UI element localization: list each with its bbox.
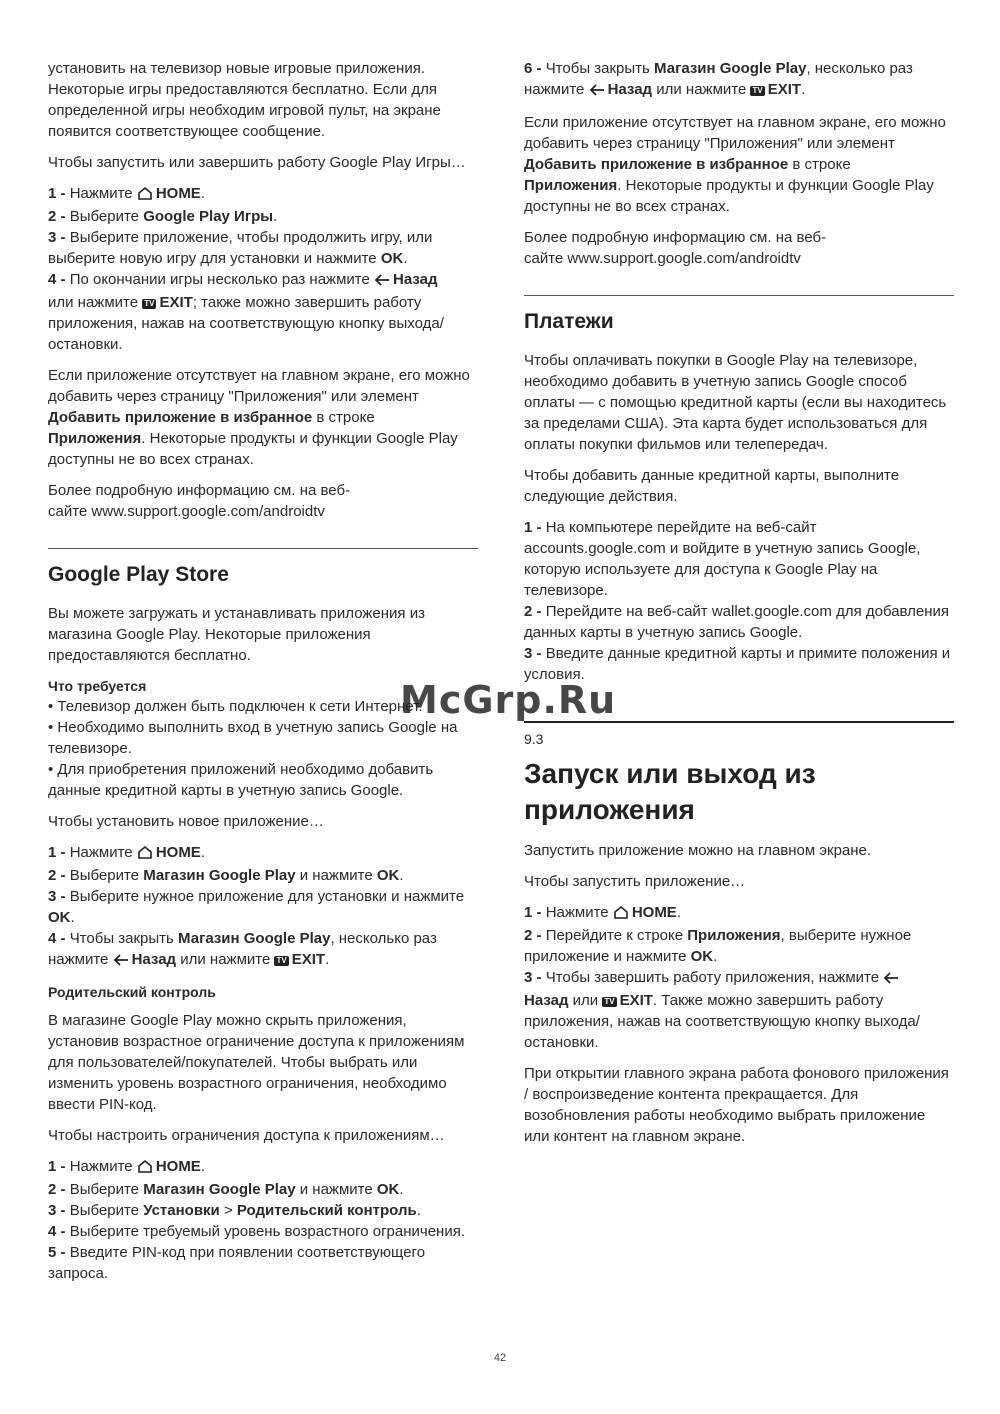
left-column <box>48 58 478 1294</box>
chapter-title: Запуск или выход из приложения <box>524 758 816 825</box>
back-arrow-icon <box>374 271 390 292</box>
tv-icon: TV <box>276 956 287 965</box>
section-number: 9.3 <box>524 731 544 747</box>
tv-icon: TV <box>604 997 615 1006</box>
more-info-paragraph: Более подробную информацию см. на веб-сайте www.support.google.com/androidtv <box>524 229 827 267</box>
launch-steps <box>524 902 954 1053</box>
watermark: McGrp.Ru <box>400 678 617 722</box>
home-icon <box>613 904 629 925</box>
step: 3 - Выберите нужное приложение для установки и нажмите OK. <box>48 888 465 926</box>
payments-steps <box>524 517 954 685</box>
step: 5 - Введите PIN-код при появлении соответствующего запроса. <box>48 1244 426 1282</box>
list-item: • Телевизор должен быть подключен к сети Интернет. <box>48 698 423 715</box>
section-divider <box>524 295 954 296</box>
close-store-step <box>524 58 954 102</box>
intro-paragraph: установить на телевизор новые игровые приложения. Некоторые игры предоставляются бесплатно. Если для определенной игры необходим игровой пульт, на экране появится соответствующее сообщение. <box>48 60 441 140</box>
step: 4 - Выберите требуемый уровень возрастного ограничения. <box>48 1223 466 1240</box>
step: 2 - Выберите Google Play Игры. <box>48 208 278 225</box>
payments-paragraph: Чтобы оплачивать покупки в Google Play на телевизоре, необходимо добавить в учетную запись Google способ оплаты — с помощью кредитной карты (если вы находитесь за пределами США). Эта карта будет использоваться для оплаты покупки фильмов или телепередач. <box>524 352 947 453</box>
step: 1 - Нажмите HOME. <box>524 902 954 925</box>
step: 1 - Нажмите HOME. <box>48 1156 478 1179</box>
back-arrow-icon <box>589 81 605 102</box>
back-arrow-icon <box>113 951 129 972</box>
page-number: 42 <box>493 1352 507 1364</box>
step: 2 - Перейдите к строке Приложения, выберите нужное приложение и нажмите OK. <box>524 927 912 965</box>
back-arrow-icon <box>883 969 899 990</box>
step: 2 - Перейдите на веб-сайт wallet.google.com для добавления данных карты в учетную запись Google. <box>524 603 950 641</box>
step: 3 - Введите данные кредитной карты и примите положения и условия. <box>524 645 951 683</box>
right-column <box>524 58 954 1157</box>
step: 6 - Чтобы закрыть Магазин Google Play, несколько раз нажмите Назад или нажмите TV EXIT. <box>524 58 954 102</box>
section-title-play-store: Google Play Store <box>48 563 229 586</box>
step: 3 - Выберите Установки > Родительский контроль. <box>48 1202 421 1219</box>
section-divider <box>48 548 478 549</box>
favorites-paragraph: Если приложение отсутствует на главном экране, его можно добавить через страницу "Приложения" или элемент Добавить приложение в избранное в строке Приложения. Некоторые продукты и функции Google Play доступны не во всех странах. <box>48 367 470 468</box>
parental-control-title: Родительский контроль <box>48 984 216 1000</box>
step: 3 - Выберите приложение, чтобы продолжить игру, или выберите новую игру для установки и нажмите OK. <box>48 229 433 267</box>
launch-steps-intro: Чтобы запустить приложение… <box>524 873 746 890</box>
home-icon <box>137 185 153 206</box>
list-item: • Необходимо выполнить вход в учетную запись Google на телевизоре. <box>48 719 458 757</box>
step: 3 - Чтобы завершить работу приложения, нажмите Назад или TV EXIT. Также можно завершить работу приложения, нажав на соответствующую кнопку выхода/остановки. <box>524 969 920 1051</box>
step: 2 - Выберите Магазин Google Play и нажмите OK. <box>48 1181 404 1198</box>
section-title-payments: Платежи <box>524 310 614 333</box>
payments-steps-intro: Чтобы добавить данные кредитной карты, выполните следующие действия. <box>524 467 900 505</box>
tv-icon: TV <box>752 86 763 95</box>
requirements-title: Что требуется <box>48 678 147 694</box>
step: 1 - Нажмите HOME. <box>48 183 478 206</box>
install-intro: Чтобы установить новое приложение… <box>48 813 324 830</box>
store-intro: Вы можете загружать и устанавливать приложения из магазина Google Play. Некоторые приложения предоставляются бесплатно. <box>48 605 425 664</box>
more-info-paragraph: Более подробную информацию см. на веб-сайте www.support.google.com/androidtv <box>48 482 351 520</box>
games-steps <box>48 183 478 355</box>
install-steps <box>48 842 478 972</box>
launch-paragraph: Запустить приложение можно на главном экране. <box>524 842 872 859</box>
tv-icon: TV <box>144 299 155 308</box>
step: 1 - На компьютере перейдите на веб-сайт accounts.google.com и войдите в учетную запись Google, которую используете для доступа к Google Play на телевизоре. <box>524 519 921 599</box>
home-icon <box>137 844 153 865</box>
restrict-intro: Чтобы настроить ограничения доступа к приложениям… <box>48 1127 445 1144</box>
favorites-paragraph: Если приложение отсутствует на главном экране, его можно добавить через страницу "Приложения" или элемент Добавить приложение в избранное в строке Приложения. Некоторые продукты и функции Google Play доступны не во всех странах. <box>524 114 946 215</box>
step: 4 - Чтобы закрыть Магазин Google Play, несколько раз нажмите Назад или нажмите TV EXIT. <box>48 928 478 972</box>
list-item: • Для приобретения приложений необходимо добавить данные кредитной карты в учетную запись Google. <box>48 761 434 799</box>
home-icon <box>137 1158 153 1179</box>
step: 1 - Нажмите HOME. <box>48 842 478 865</box>
games-intro: Чтобы запустить или завершить работу Google Play Игры… <box>48 154 466 171</box>
home-screen-paragraph: При открытии главного экрана работа фонового приложения / воспроизведение контента прекращается. Для возобновления работы необходимо выбрать приложение или контент на главном экране. <box>524 1065 949 1145</box>
parental-paragraph: В магазине Google Play можно скрыть приложения, установив возрастное ограничение доступа к приложениям для пользователей/покупателей. Чтобы выбрать или изменить уровень возрастного ограничения, необходимо ввести PIN-код. <box>48 1012 465 1113</box>
restrict-steps <box>48 1156 478 1284</box>
step: 2 - Выберите Магазин Google Play и нажмите OK. <box>48 867 404 884</box>
step: 4 - По окончании игры несколько раз нажмите Назад или нажмите TV EXIT; также можно завершить работу приложения, нажав на соответствующую кнопку выхода/остановки. <box>48 271 444 353</box>
